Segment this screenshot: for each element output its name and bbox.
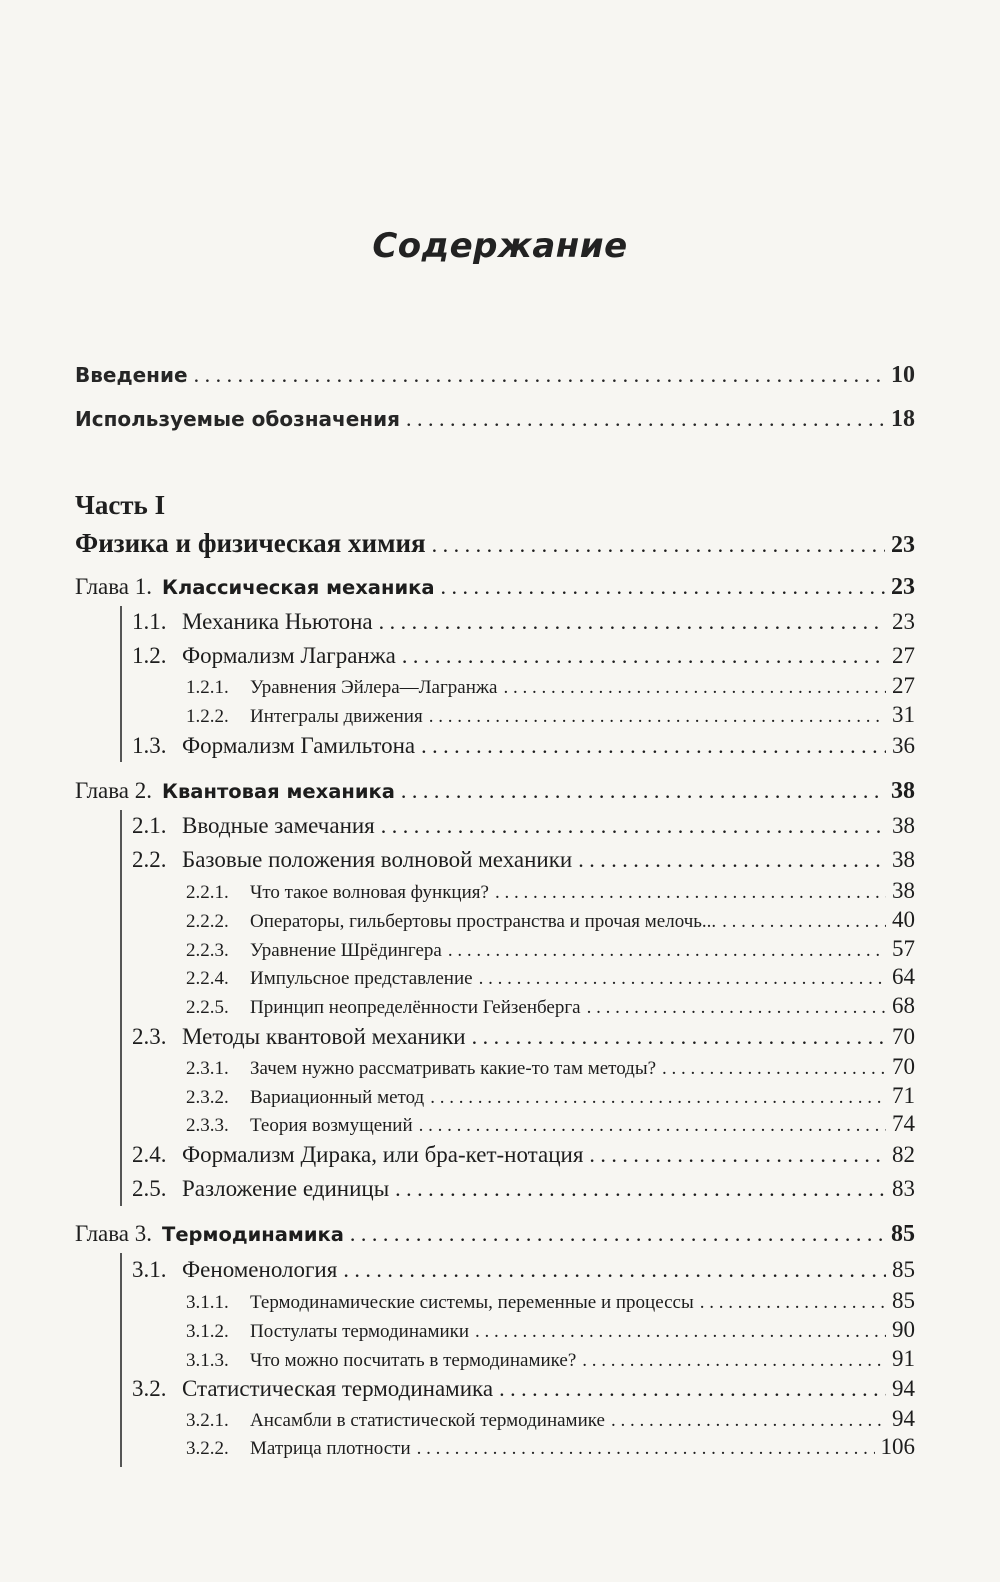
subsection-title: Термодинамические системы, переменные и процессы (250, 1292, 694, 1313)
entry-page: 94 (892, 1406, 915, 1431)
entry-page: 91 (892, 1346, 915, 1371)
subsection-title: Ансамбли в статистической термодинамике (250, 1410, 605, 1431)
chapter-rule (120, 1253, 122, 1467)
dot-leader (589, 1142, 886, 1168)
section-number: 2.4. (132, 1142, 167, 1167)
toc-entry-subsection[interactable] (186, 1317, 915, 1347)
subsection-title: Интегралы движения (250, 706, 423, 727)
entry-page: 71 (892, 1083, 915, 1108)
section-number: 2.2. (132, 847, 167, 872)
toc-entry-subsection[interactable] (186, 1288, 915, 1318)
section-number: 2.3. (132, 1024, 167, 1049)
subsection-number: 2.3.2. (186, 1087, 229, 1108)
section-title: Статистическая термодинамика (182, 1376, 494, 1401)
toc-entry-section[interactable] (132, 733, 915, 763)
entry-page: 40 (892, 907, 915, 932)
dot-leader (417, 1438, 875, 1460)
subsection-title: Операторы, гильбертовы пространства и прочая мелочь... (250, 911, 717, 932)
entry-page: 27 (892, 673, 915, 698)
dot-leader (379, 609, 886, 635)
entry-page: 82 (892, 1142, 915, 1167)
subsection-title: Что можно посчитать в термодинамике? (250, 1350, 577, 1371)
toc-entry-subsection[interactable] (186, 936, 915, 966)
entry-page: 18 (891, 406, 915, 432)
toc-entry-subsection[interactable] (186, 702, 915, 732)
toc-entry-chapter-2[interactable] (75, 778, 915, 808)
dot-leader (582, 1350, 886, 1372)
section-number: 3.2. (132, 1376, 167, 1401)
dot-leader (611, 1410, 886, 1432)
subsection-title: Уравнения Эйлера—Лагранжа (250, 677, 498, 698)
subsection-number: 2.2.2. (186, 911, 229, 932)
toc-entry-subsection[interactable] (186, 878, 915, 908)
dot-leader (503, 677, 886, 699)
entry-page: 70 (892, 1054, 915, 1079)
entry-page: 94 (892, 1376, 915, 1401)
toc-entry-subsection[interactable] (186, 964, 915, 994)
entry-page: 70 (892, 1024, 915, 1049)
section-title: Базовые положения волновой механики (182, 847, 573, 872)
dot-leader (343, 1257, 886, 1283)
chapter-number: Глава 2. (75, 778, 153, 803)
entry-title: Введение (75, 363, 188, 387)
section-title: Формализм Лагранжа (182, 643, 396, 668)
section-number: 1.3. (132, 733, 167, 758)
subsection-number: 3.1.2. (186, 1321, 229, 1342)
toc-entry-chapter-3[interactable] (75, 1221, 915, 1251)
toc-entry-chapter-1[interactable] (75, 574, 915, 604)
part-label: Часть I (75, 490, 166, 520)
entry-title: Используемые обозначения (75, 407, 400, 431)
entry-page: 85 (891, 1221, 915, 1247)
chapter-number: Глава 3. (75, 1221, 153, 1246)
subsection-number: 3.2.2. (186, 1438, 229, 1459)
entry-page: 57 (892, 936, 915, 961)
dot-leader (479, 968, 886, 990)
toc-entry-introduction[interactable] (75, 362, 915, 392)
toc-entry-subsection[interactable] (186, 1054, 915, 1084)
subsection-title: Матрица плотности (250, 1438, 411, 1459)
entry-page: 85 (892, 1257, 915, 1282)
dot-leader (587, 997, 886, 1019)
entry-page: 38 (891, 778, 915, 804)
entry-page: 23 (891, 532, 915, 558)
dot-leader (401, 778, 885, 804)
dot-leader (475, 1321, 886, 1343)
subsection-title: Что такое волновая функция? (250, 882, 489, 903)
section-title: Вводные замечания (182, 813, 375, 838)
subsection-title: Зачем нужно рассматривать какие-то там методы? (250, 1058, 657, 1079)
chapter-number: Глава 1. (75, 574, 153, 599)
toc-entry-notation[interactable] (75, 406, 915, 436)
toc-entry-part-1[interactable] (75, 528, 915, 558)
toc-entry-section[interactable] (132, 1257, 915, 1287)
entry-page: 23 (891, 574, 915, 600)
entry-page: 38 (892, 847, 915, 872)
subsection-title: Уравнение Шрёдингера (250, 940, 442, 961)
dot-leader (700, 1292, 886, 1314)
subsection-title: Принцип неопределённости Гейзенберга (250, 997, 581, 1018)
chapter-title: Классическая механика (162, 576, 435, 599)
subsection-title: Теория возмущений (250, 1115, 413, 1136)
entry-page: 31 (892, 702, 915, 727)
section-number: 1.2. (132, 643, 167, 668)
entry-page: 85 (892, 1288, 915, 1313)
dot-leader (430, 1087, 886, 1109)
dot-leader (402, 643, 886, 669)
entry-page: 38 (892, 878, 915, 903)
toc-entry-subsection[interactable] (186, 907, 915, 937)
dot-leader (495, 882, 886, 904)
dot-leader (432, 532, 885, 558)
subsection-number: 3.1.3. (186, 1350, 229, 1371)
toc-entry-subsection[interactable] (186, 993, 915, 1023)
toc-entry-section[interactable] (132, 609, 915, 639)
page-title: Содержание (372, 226, 628, 266)
dot-leader (406, 406, 885, 432)
subsection-number: 3.1.1. (186, 1292, 229, 1313)
toc-entry-section[interactable] (132, 643, 915, 673)
section-title: Механика Ньютона (182, 609, 373, 634)
entry-page: 36 (892, 733, 915, 758)
dot-leader (419, 1115, 886, 1137)
dot-leader (499, 1376, 886, 1402)
subsection-number: 1.2.1. (186, 677, 229, 698)
subsection-number: 2.2.1. (186, 882, 229, 903)
dot-leader (194, 362, 885, 388)
entry-page: 10 (891, 362, 915, 388)
subsection-title: Вариационный метод (250, 1087, 425, 1108)
entry-page: 38 (892, 813, 915, 838)
dot-leader (395, 1176, 886, 1202)
dot-leader (421, 733, 886, 759)
toc-entry-subsection[interactable] (186, 1434, 915, 1464)
entry-page: 64 (892, 964, 915, 989)
subsection-number: 2.2.3. (186, 940, 229, 961)
section-number: 3.1. (132, 1257, 167, 1282)
dot-leader (350, 1221, 885, 1247)
chapter-title: Термодинамика (162, 1223, 344, 1246)
section-number: 2.5. (132, 1176, 167, 1201)
section-title: Формализм Гамильтона (182, 733, 416, 758)
section-title: Методы квантовой механики (182, 1024, 466, 1049)
toc-entry-subsection[interactable] (186, 1083, 915, 1113)
subsection-number: 3.2.1. (186, 1410, 229, 1431)
chapter-rule (120, 606, 122, 762)
subsection-number: 1.2.2. (186, 706, 229, 727)
toc-entry-section[interactable] (132, 1376, 915, 1406)
dot-leader (441, 574, 886, 600)
chapter-rule (120, 810, 122, 1206)
toc-entry-subsection[interactable] (186, 673, 915, 703)
entry-page: 23 (892, 609, 915, 634)
dot-leader (578, 847, 886, 873)
entry-page: 27 (892, 643, 915, 668)
entry-page: 83 (892, 1176, 915, 1201)
dot-leader (429, 706, 886, 728)
subsection-number: 2.2.5. (186, 997, 229, 1018)
toc-entry-section[interactable] (132, 847, 915, 877)
dot-leader (448, 940, 886, 962)
toc-entry-section[interactable] (132, 1142, 915, 1172)
section-title: Феноменология (182, 1257, 338, 1282)
dot-leader (662, 1058, 886, 1080)
subsection-title: Импульсное представление (250, 968, 473, 989)
toc-entry-section[interactable] (132, 1176, 915, 1206)
entry-page: 74 (892, 1111, 915, 1136)
subsection-title: Постулаты термодинамики (250, 1321, 470, 1342)
part-title: Физика и физическая химия (75, 528, 426, 558)
entry-page: 68 (892, 993, 915, 1018)
toc-entry-section[interactable] (132, 813, 915, 843)
toc-entry-section[interactable] (132, 1024, 915, 1054)
entry-page: 90 (892, 1317, 915, 1342)
chapter-title: Квантовая механика (162, 780, 395, 803)
section-number: 2.1. (132, 813, 167, 838)
entry-page: 106 (880, 1434, 915, 1459)
toc-entry-subsection[interactable] (186, 1406, 915, 1436)
subsection-number: 2.2.4. (186, 968, 229, 989)
toc-entry-subsection[interactable] (186, 1111, 915, 1141)
toc-entry-subsection[interactable] (186, 1346, 915, 1376)
dot-leader (722, 911, 886, 933)
section-title: Разложение единицы (182, 1176, 390, 1201)
section-number: 1.1. (132, 609, 167, 634)
section-title: Формализм Дирака, или бра-кет-нотация (182, 1142, 584, 1167)
subsection-number: 2.3.3. (186, 1115, 229, 1136)
dot-leader (381, 813, 886, 839)
subsection-number: 2.3.1. (186, 1058, 229, 1079)
dot-leader (472, 1024, 886, 1050)
